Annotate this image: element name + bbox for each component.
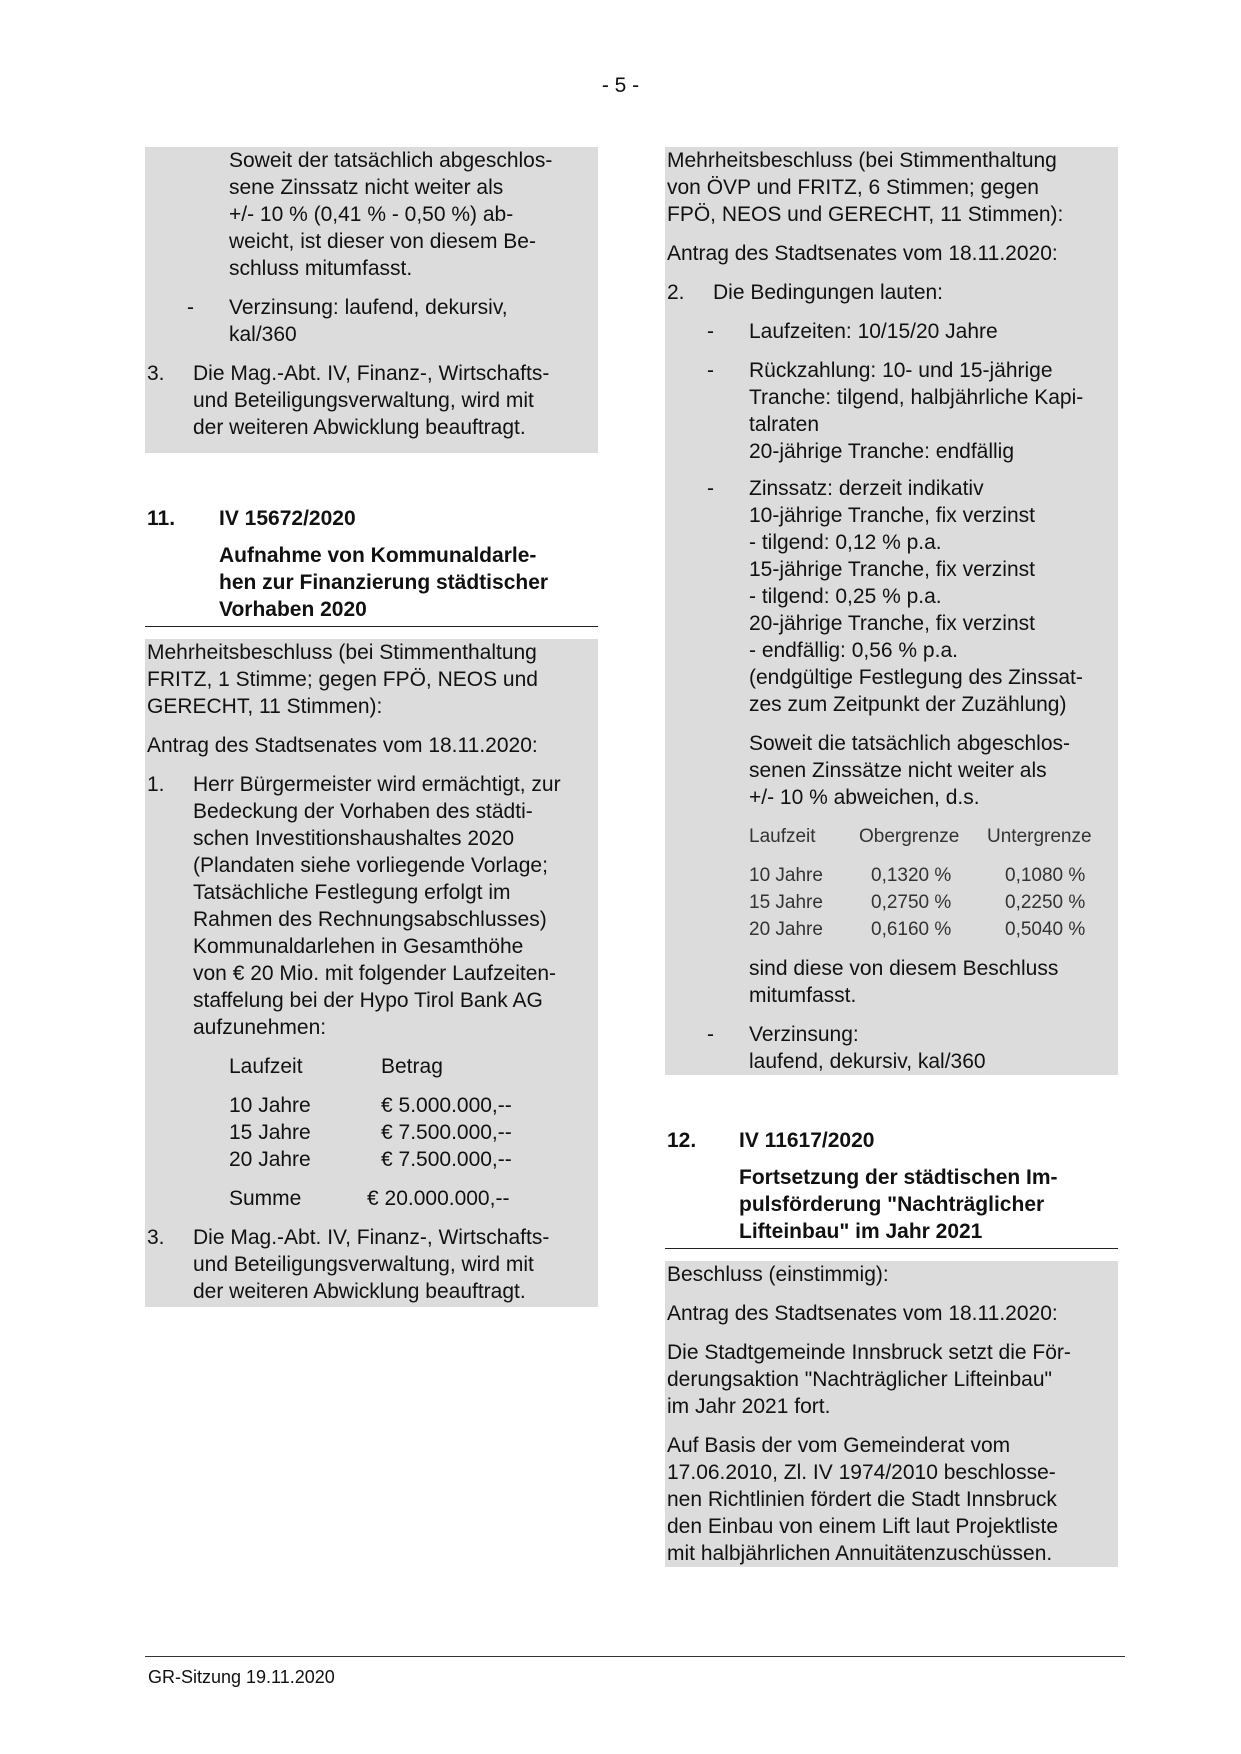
text-line: Zinssatz: derzeit indikativ — [749, 477, 984, 500]
item-1 — [145, 771, 598, 1041]
text-line: +/- 10 % abweichen, d.s. — [749, 786, 980, 809]
text-line: sind diese von diesem Beschluss — [749, 957, 1059, 980]
sum-value: € 20.000.000,-- — [367, 1187, 510, 1210]
table-cell: 0,2750 % — [871, 892, 952, 913]
item-number: 3. — [147, 362, 165, 385]
table-cell: € 7.500.000,-- — [381, 1121, 512, 1144]
section-11-body — [145, 639, 598, 1307]
text-line: (endgültige Festlegung des Zinssat- — [749, 666, 1083, 689]
text-line: Die Stadtgemeinde Innsbruck setzt die För- — [667, 1341, 1071, 1364]
verzinsung-item — [145, 294, 598, 348]
text-line: - tilgend: 0,25 % p.a. — [749, 585, 942, 608]
text-line: mit halbjährlichen Annuitätenzuschüssen. — [667, 1542, 1053, 1565]
verzinsung-item — [665, 1021, 1118, 1075]
text-line: der weiteren Abwicklung beauftragt. — [193, 1280, 526, 1303]
vote-line: Mehrheitsbeschluss (bei Stimmenthaltung — [147, 641, 537, 664]
table-cell: 10 Jahre — [229, 1094, 311, 1117]
table-header: Betrag — [381, 1055, 443, 1078]
continuation-block — [145, 147, 598, 453]
text-line: und Beteiligungsverwaltung, wird mit — [193, 389, 534, 412]
text-line: Kommunaldarlehen in Gesamthöhe — [193, 935, 524, 958]
item-3 — [145, 1224, 598, 1305]
text-line: derungsaktion "Nachträglicher Lifteinbau" — [667, 1368, 1052, 1391]
text-line: schen Investitionshaushaltes 2020 — [193, 827, 515, 850]
table-cell: 0,2250 % — [1005, 892, 1086, 913]
right-block — [665, 147, 1118, 1075]
section-title: pulsförderung "Nachträglicher — [739, 1193, 1045, 1216]
list-dash: - — [707, 359, 714, 382]
text-line: der weiteren Abwicklung beauftragt. — [193, 416, 526, 439]
section-12-body — [665, 1261, 1118, 1567]
vote-line: Mehrheitsbeschluss (bei Stimmenthaltung — [667, 149, 1057, 172]
text-line: 15-jährige Tranche, fix verzinst — [749, 558, 1035, 581]
list-dash: - — [707, 1023, 714, 1046]
item-2 — [665, 279, 1118, 306]
text-line: 20-jährige Tranche: endfällig — [749, 440, 1015, 463]
text-line: laufend, dekursiv, kal/360 — [749, 1050, 986, 1073]
text-line: +/- 10 % (0,41 % - 0,50 %) ab- — [229, 203, 514, 226]
sum-label: Summe — [229, 1187, 302, 1210]
vote-line: GERECHT, 11 Stimmen): — [147, 695, 383, 718]
table-row — [229, 1092, 523, 1119]
section-title: Lifteinbau" im Jahr 2021 — [739, 1220, 983, 1243]
text-line: nen Richtlinien fördert die Stadt Innsbruck — [667, 1488, 1057, 1511]
list-dash: - — [187, 296, 194, 319]
table-cell: 15 Jahre — [229, 1121, 311, 1144]
text-line: mitumfasst. — [749, 984, 857, 1007]
loan-table — [145, 1053, 598, 1212]
text-line: Bedeckung der Vorhaben des städti- — [193, 800, 533, 823]
table-row — [229, 1146, 523, 1173]
table-header: Obergrenze — [859, 826, 960, 847]
text-line: Herr Bürgermeister wird ermächtigt, zur — [193, 773, 561, 796]
text-line: schluss mitumfasst. — [229, 257, 413, 280]
text-line: - tilgend: 0,12 % p.a. — [749, 531, 942, 554]
text-line: 17.06.2010, Zl. IV 1974/2010 beschlosse- — [667, 1461, 1056, 1484]
section-number: 12. — [667, 1129, 697, 1152]
table-header: Untergrenze — [987, 826, 1092, 847]
table-row — [749, 862, 1092, 889]
footer-divider — [145, 1656, 1125, 1657]
text-line: Verzinsung: laufend, dekursiv, — [229, 296, 508, 319]
table-header: Laufzeit — [749, 826, 816, 847]
text-line: Tatsächliche Festlegung erfolgt im — [193, 881, 511, 904]
text-line: 20-jährige Tranche, fix verzinst — [749, 612, 1035, 635]
table-cell: 0,5040 % — [1005, 919, 1086, 940]
item-number: 2. — [667, 281, 685, 304]
text-line: Die Mag.-Abt. IV, Finanz-, Wirtschafts- — [193, 362, 550, 385]
text-line: staffelung bei der Hypo Tirol Bank AG — [193, 989, 543, 1012]
text-line: zes zum Zeitpunkt der Zuzählung) — [749, 693, 1067, 716]
zinssatz-item — [665, 475, 1118, 1009]
section-11-header — [145, 505, 598, 627]
table-cell: 10 Jahre — [749, 865, 823, 886]
footer-text: GR-Sitzung 19.11.2020 — [148, 1667, 335, 1687]
text-line: kal/360 — [229, 323, 297, 346]
text-line: und Beteiligungsverwaltung, wird mit — [193, 1253, 534, 1276]
antrag-line: Antrag des Stadtsenates vom 18.11.2020: — [667, 242, 1058, 265]
section-title: hen zur Finanzierung städtischer — [219, 571, 549, 594]
table-header: Laufzeit — [229, 1055, 303, 1078]
table-row — [749, 916, 1092, 943]
text-line: Die Bedingungen lauten: — [713, 281, 944, 304]
text-line: senen Zinssätze nicht weiter als — [749, 759, 1047, 782]
vote-line: von ÖVP und FRITZ, 6 Stimmen; gegen — [667, 176, 1039, 199]
section-code: IV 11617/2020 — [739, 1129, 875, 1152]
text-line: Rahmen des Rechnungsabschlusses) — [193, 908, 547, 931]
section-code: IV 15672/2020 — [219, 507, 356, 530]
table-cell: 20 Jahre — [229, 1148, 311, 1171]
item-number: 3. — [147, 1226, 165, 1249]
text-line: (Plandaten siehe vorliegende Vorlage; — [193, 854, 548, 877]
text-line: Auf Basis der vom Gemeinderat vom — [667, 1434, 1011, 1457]
text-line: Laufzeiten: 10/15/20 Jahre — [749, 320, 998, 343]
section-title: Fortsetzung der städtischen Im- — [739, 1166, 1058, 1189]
list-dash: - — [707, 477, 714, 500]
list-dash: - — [707, 320, 714, 343]
table-row — [229, 1119, 523, 1146]
text-line: talraten — [749, 413, 820, 436]
rueckzahlung-item — [665, 357, 1118, 465]
section-title: Aufnahme von Kommunaldarle- — [219, 544, 537, 567]
table-row — [749, 889, 1092, 916]
section-12-header — [665, 1127, 1118, 1249]
vote-line: FPÖ, NEOS und GERECHT, 11 Stimmen): — [667, 203, 1064, 226]
section-number: 11. — [147, 507, 176, 530]
table-cell: 0,6160 % — [871, 919, 952, 940]
table-cell: 15 Jahre — [749, 892, 823, 913]
section-title: Vorhaben 2020 — [219, 598, 367, 621]
table-cell: 0,1320 % — [871, 865, 952, 886]
table-cell: € 5.000.000,-- — [381, 1094, 512, 1117]
item-3 — [145, 360, 598, 441]
laufzeiten-item — [665, 318, 1118, 345]
table-cell: € 7.500.000,-- — [381, 1148, 512, 1171]
table-cell: 0,1080 % — [1005, 865, 1086, 886]
text-line: von € 20 Mio. mit folgender Laufzeiten- — [193, 962, 557, 985]
page-number: - 5 - — [601, 74, 640, 97]
text-line: Soweit der tatsächlich abgeschlos- — [229, 149, 553, 172]
item-number: 1. — [147, 773, 165, 796]
text-line: sene Zinssatz nicht weiter als — [229, 176, 504, 199]
sum-row — [229, 1185, 523, 1212]
left-column — [145, 147, 598, 1307]
vote-line: Beschluss (einstimmig): — [667, 1263, 889, 1286]
text-line: im Jahr 2021 fort. — [667, 1395, 831, 1418]
text-line: Rückzahlung: 10- und 15-jährige — [749, 359, 1053, 382]
text-line: 10-jährige Tranche, fix verzinst — [749, 504, 1035, 527]
antrag-line: Antrag des Stadtsenates vom 18.11.2020: — [667, 1302, 1058, 1325]
rate-table — [749, 823, 1092, 943]
text-line: - endfällig: 0,56 % p.a. — [749, 639, 958, 662]
text-line: weicht, ist dieser von diesem Be- — [229, 230, 536, 253]
right-column — [665, 147, 1118, 1567]
text-line: Soweit die tatsächlich abgeschlos- — [749, 732, 1071, 755]
antrag-line: Antrag des Stadtsenates vom 18.11.2020: — [147, 734, 538, 757]
text-line: Tranche: tilgend, halbjährliche Kapi- — [749, 386, 1084, 409]
vote-line: FRITZ, 1 Stimme; gegen FPÖ, NEOS und — [147, 668, 538, 691]
text-line: den Einbau von einem Lift laut Projektliste — [667, 1515, 1059, 1538]
text-line: Die Mag.-Abt. IV, Finanz-, Wirtschafts- — [193, 1226, 550, 1249]
text-line: Verzinsung: — [749, 1023, 859, 1046]
table-cell: 20 Jahre — [749, 919, 823, 940]
text-line: aufzunehmen: — [193, 1016, 327, 1039]
